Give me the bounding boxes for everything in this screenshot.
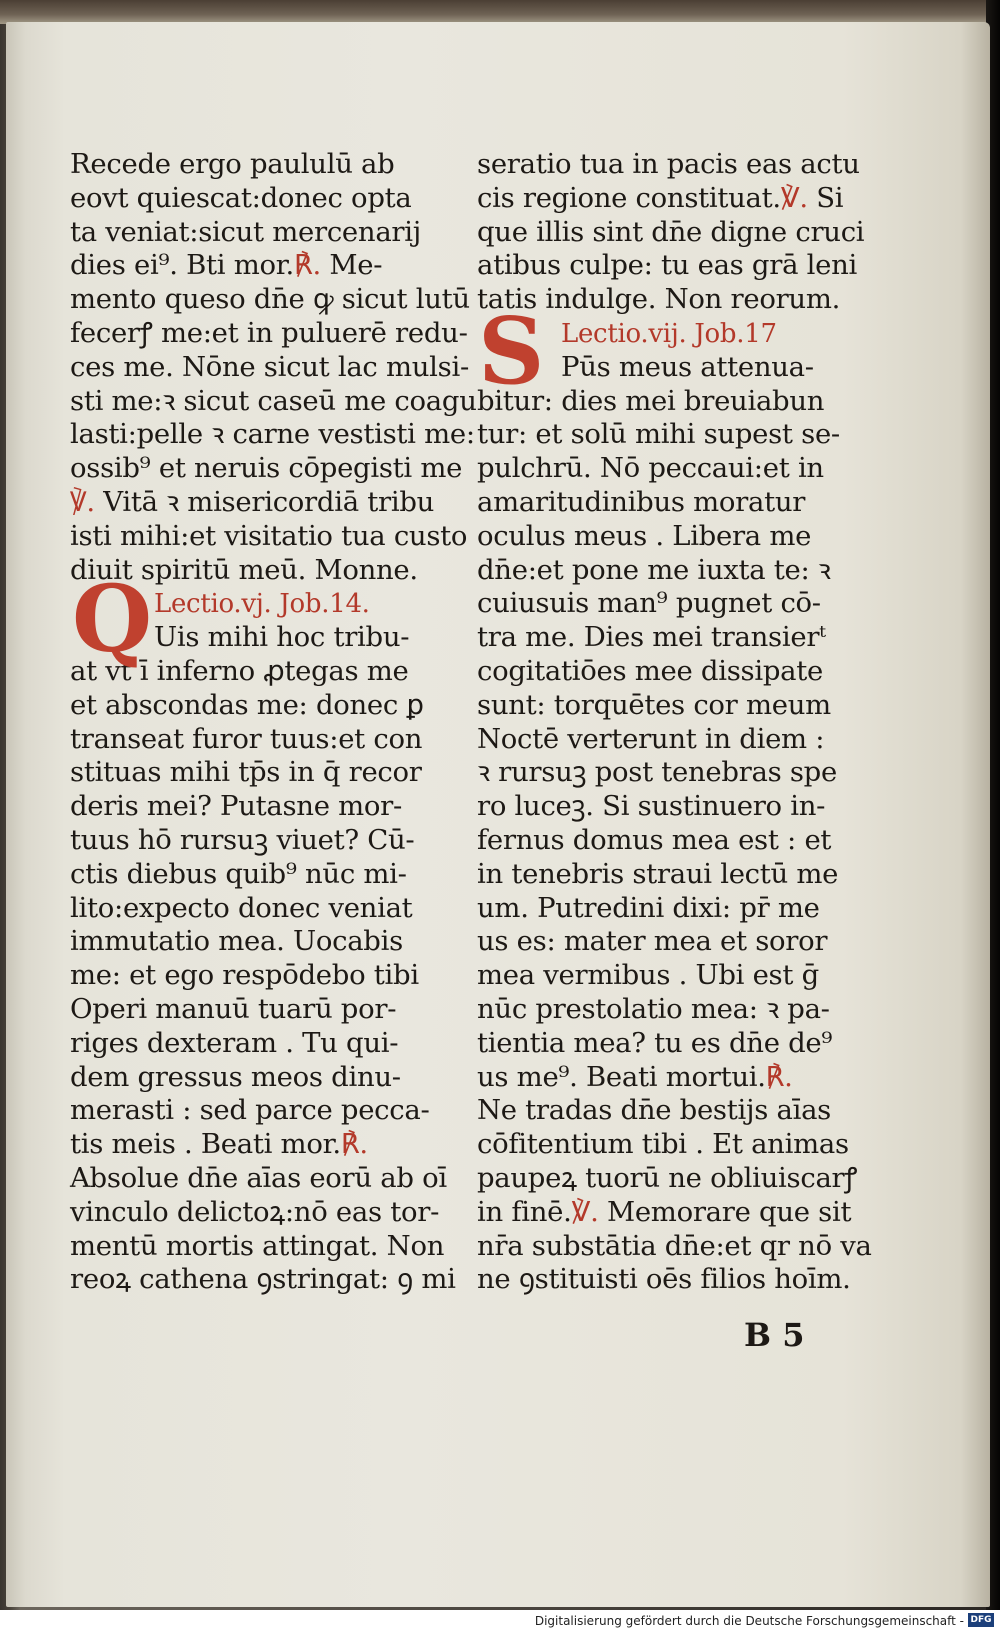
text-line: reoꝝ cathena ꝯstringat: ꝯ mi: [70, 1263, 456, 1296]
responsory-rubric: ℟.: [340, 1128, 368, 1161]
book-top-edge: [0, 0, 1000, 24]
text-line: isti mihi:et visitatio tua custo: [70, 519, 468, 552]
text-line: sti me:ꝛ sicut caseū me coagu: [70, 384, 477, 417]
red-initial: S: [478, 296, 545, 405]
text-line: ne ꝯstituisti oēs filios hoīm.: [477, 1263, 851, 1296]
text-segment: cis regione constituat.: [477, 181, 781, 214]
text-line-with-rubric: [477, 1196, 867, 1230]
text-line-with-rubric: [70, 249, 460, 283]
funding-notice: Digitalisierung gefördert durch die Deutsche Forschungsgemeinschaft -: [534, 1614, 964, 1628]
text-line: immutatio mea. Uocabis: [70, 925, 403, 958]
text-line: ta veniat:sicut mercenarij: [70, 215, 421, 248]
text-line: tatis indulge. Non reorum.: [477, 283, 841, 316]
right-column: [477, 148, 872, 1297]
text-line: Ne tradas dn̄e bestijs aīas: [477, 1094, 831, 1127]
red-initial: Q: [72, 565, 152, 674]
text-line: merasti : sed parce pecca-: [70, 1094, 430, 1127]
lectio-heading: Lectio.vij. Job.17: [561, 318, 777, 349]
text-line: atibus culpe: tu eas grā leni: [477, 249, 857, 282]
text-line: diuit spiritū meū. Monne.: [70, 553, 418, 586]
text-segment: tis meis . Beati mor.: [70, 1128, 341, 1161]
text-line: bitur: dies mei breuiabun: [477, 384, 825, 417]
text-line-with-rubric: [70, 1128, 460, 1162]
text-line: Operi manuū tuarū por-: [70, 992, 397, 1025]
text-line-with-rubric: [70, 486, 460, 520]
text-line: ossib⁹ et neruis cōpegisti me: [70, 452, 463, 485]
versicle-rubric: ℣.: [780, 181, 808, 214]
text-line: us es: mater mea et soror: [477, 925, 828, 958]
text-line: pulchrū. Nō peccaui:et in: [477, 452, 824, 485]
text-line: Noctē verterunt in diem :: [477, 722, 825, 755]
versicle-rubric: ℣.: [571, 1195, 599, 1228]
text-segment: Si: [807, 181, 844, 214]
text-line: cuiusuis man⁹ pugnet cō-: [477, 587, 821, 620]
text-line: mea vermibus . Ubi est ḡ: [477, 959, 819, 992]
text-line: eovt quiescat:donec opta: [70, 181, 412, 214]
text-line: at vt ī inferno ꝓtegas me: [70, 654, 409, 687]
text-line: nūc prestolatio mea: ꝛ pa-: [477, 992, 830, 1025]
text-line: fernus domus mea est : et: [477, 823, 832, 856]
signature-mark: B 5: [744, 1316, 805, 1354]
text-segment: dies ei⁹. Bti mor.: [70, 249, 294, 282]
text-line: Absolue dn̄e aīas eorū ab oī: [70, 1161, 447, 1194]
text-line: cōfitentium tibi . Et animas: [477, 1128, 849, 1161]
text-line: tra me. Dies mei transierᵗ: [477, 621, 826, 654]
text-line: tuus hō rursuꝫ viuet? Cū-: [70, 823, 415, 856]
text-line: Uis mihi hoc tribu-: [154, 621, 410, 654]
text-line: sunt: torquētes cor meum: [477, 688, 831, 721]
digitization-footer: [0, 1610, 1000, 1632]
text-line: lasti:pelle ꝛ carne vestisti me:: [70, 418, 475, 451]
text-line: in tenebris straui lectū me: [477, 857, 839, 890]
text-line: deris mei? Putasne mor-: [70, 790, 402, 823]
text-line-with-rubric: [477, 1061, 867, 1095]
text-line: que illis sint dn̄e digne cruci: [477, 215, 865, 248]
text-line: amaritudinibus moratur: [477, 485, 806, 518]
dfg-logo: DFG: [968, 1613, 994, 1627]
text-line: ces me. Nōne sicut lac mulsi-: [70, 350, 469, 383]
responsory-rubric: ℟.: [294, 249, 321, 282]
text-line: lito:expecto donec veniat: [70, 891, 413, 924]
text-segment: Me-: [320, 249, 383, 282]
text-line: dn̄e:et pone me iuxta te: ꝛ: [477, 553, 831, 586]
text-line: ro luceꝫ. Si sustinuero in-: [477, 790, 826, 823]
text-line: seratio tua in pacis eas actu: [477, 148, 860, 180]
text-line: um. Putredini dixi: pr̄ me: [477, 891, 820, 924]
text-segment: us me⁹. Beati mortui.: [477, 1060, 766, 1093]
text-segment: Vitā ꝛ misericordiā tribu: [94, 485, 435, 518]
responsory-rubric: ℟.: [765, 1060, 793, 1093]
text-line: me: et ego respōdebo tibi: [70, 959, 419, 992]
text-line: fecerꝭ me:et in puluerē redu-: [70, 316, 468, 349]
text-line-with-rubric: [477, 182, 867, 216]
text-segment: in finē.: [477, 1195, 572, 1228]
text-line: ctis diebus quib⁹ nūc mi-: [70, 857, 407, 890]
text-line: et abscondas me: donec ꝑ: [70, 688, 424, 721]
text-line: Pūs meus attenua-: [561, 350, 814, 383]
text-line: Recede ergo paululū ab: [70, 148, 395, 180]
text-line: paupeꝝ tuorū ne obliuiscarꝭ: [477, 1161, 858, 1194]
text-line: vinculo delictoꝝ:nō eas tor-: [70, 1195, 440, 1228]
text-line: oculus meus . Libera me: [477, 519, 812, 552]
versicle-rubric: ℣.: [70, 485, 95, 518]
text-line: transeat furor tuus:et con: [70, 722, 423, 755]
text-segment: Memorare que sit: [598, 1195, 852, 1228]
text-line: tientia mea? tu es dn̄e de⁹: [477, 1026, 833, 1059]
lectio-heading: Lectio.vj. Job.14.: [154, 589, 370, 620]
text-line: stituas mihi tp̄s in q̄ recor: [70, 756, 422, 789]
text-line: tur: et solū mihi supest se-: [477, 418, 840, 451]
text-line: mento queso dn̄e ꝙ sicut lutū: [70, 283, 470, 316]
text-line: mentū mortis attingat. Non: [70, 1229, 445, 1262]
text-line: nr̄a substātia dn̄e:et qr nō va: [477, 1229, 872, 1262]
text-line: riges dexteram . Tu qui-: [70, 1026, 399, 1059]
left-column: [70, 148, 477, 1297]
text-line: ꝛ rursuꝫ post tenebras spe: [477, 756, 837, 789]
text-line: cogitatiōes mee dissipate: [477, 654, 823, 687]
text-line: dem gressus meos dinu-: [70, 1060, 401, 1093]
